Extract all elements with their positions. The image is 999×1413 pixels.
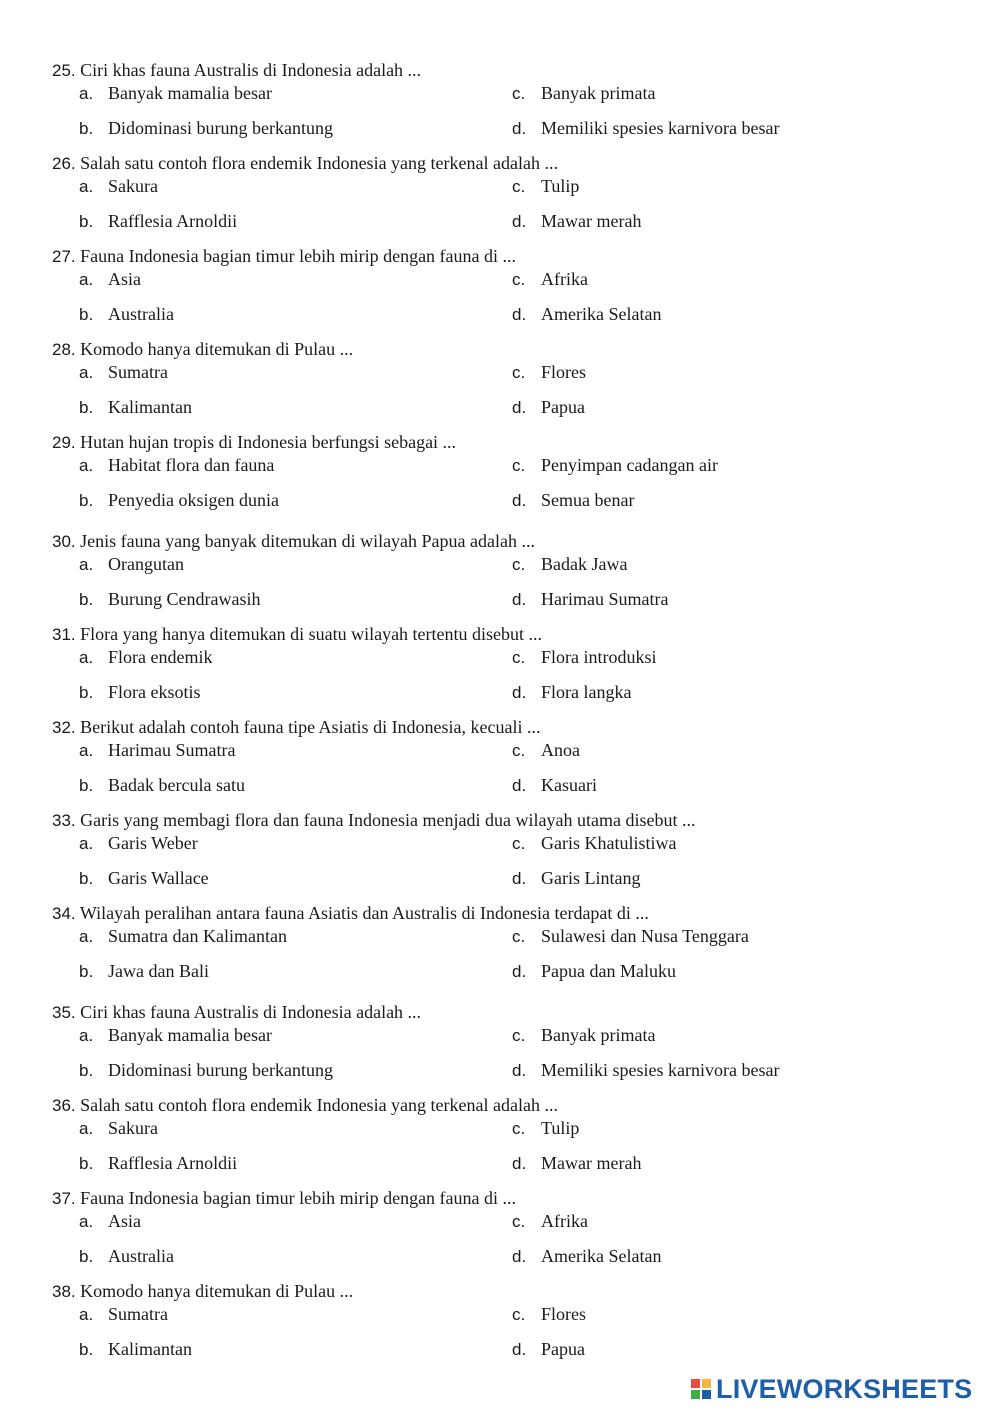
answer-option-b[interactable] [79, 1338, 192, 1361]
option-letter: c. [512, 270, 526, 289]
answer-option-b[interactable] [79, 1245, 174, 1268]
option-text: Semua benar [541, 490, 635, 510]
question-number: 38. [52, 1282, 76, 1301]
option-text: Flora eksotis [108, 682, 201, 702]
answer-option-c[interactable] [512, 268, 588, 291]
answer-option-b[interactable] [79, 588, 260, 611]
answer-option-b[interactable] [79, 1152, 237, 1175]
question-stem [52, 431, 456, 454]
option-letter: b. [79, 398, 94, 417]
logo-text: LIVEWORKSHEETS [716, 1373, 973, 1404]
question-stem [52, 530, 535, 553]
option-letter: d. [512, 590, 527, 609]
question-number: 30. [52, 532, 76, 551]
answer-option-a[interactable] [79, 925, 287, 948]
question-text: Garis yang membagi flora dan fauna Indonesia menjadi dua wilayah utama disebut ... [80, 810, 696, 830]
question-number: 37. [52, 1189, 76, 1208]
option-text: Orangutan [108, 554, 184, 574]
option-text: Flores [541, 362, 586, 382]
option-text: Amerika Selatan [541, 304, 662, 324]
option-text: Flora introduksi [541, 647, 657, 667]
option-letter: b. [79, 491, 94, 510]
option-text: Tulip [541, 1118, 580, 1138]
question-number: 25. [52, 61, 76, 80]
answer-option-a[interactable] [79, 175, 158, 198]
option-text: Flores [541, 1304, 586, 1324]
answer-option-c[interactable] [512, 1024, 655, 1047]
question-text: Komodo hanya ditemukan di Pulau ... [80, 339, 354, 359]
question-text: Hutan hujan tropis di Indonesia berfungsi sebagai ... [80, 432, 457, 452]
option-letter: c. [512, 741, 526, 760]
answer-option-d[interactable] [512, 303, 661, 326]
answer-option-c[interactable] [512, 361, 586, 384]
answer-option-c[interactable] [512, 1210, 588, 1233]
question-text: Ciri khas fauna Australis di Indonesia adalah ... [80, 1002, 422, 1022]
option-text: Rafflesia Arnoldii [108, 211, 238, 231]
option-letter: d. [512, 1154, 527, 1173]
option-letter: b. [79, 590, 94, 609]
question-text: Berikut adalah contoh fauna tipe Asiatis di Indonesia, kecuali ... [80, 717, 541, 737]
option-text: Banyak mamalia besar [108, 83, 272, 103]
option-text: Sumatra [108, 362, 168, 382]
option-text: Sumatra [108, 1304, 168, 1324]
question-block [52, 245, 952, 325]
option-letter: c. [512, 1212, 526, 1231]
answer-option-b[interactable] [79, 867, 209, 890]
question-block [52, 809, 952, 889]
answer-option-d[interactable] [512, 1152, 641, 1175]
answer-option-b[interactable] [79, 1059, 333, 1082]
option-letter: d. [512, 683, 527, 702]
question-number: 31. [52, 625, 76, 644]
option-letter: a. [79, 648, 94, 667]
option-letter: d. [512, 491, 527, 510]
answer-option-b[interactable] [79, 960, 209, 983]
answer-option-a[interactable] [79, 454, 274, 477]
option-letter: c. [512, 84, 526, 103]
answer-option-b[interactable] [79, 210, 237, 233]
option-text: Burung Cendrawasih [108, 589, 261, 609]
question-block [52, 530, 952, 610]
answer-option-c[interactable] [512, 1117, 579, 1140]
option-letter: c. [512, 1305, 526, 1324]
option-letter: d. [512, 1247, 527, 1266]
option-text: Tulip [541, 176, 580, 196]
question-number: 33. [52, 811, 76, 830]
option-letter: d. [512, 962, 527, 981]
answer-option-c[interactable] [512, 925, 749, 948]
question-stem [52, 809, 695, 832]
option-letter: b. [79, 1061, 94, 1080]
question-text: Salah satu contoh flora endemik Indonesia yang terkenal adalah ... [80, 153, 558, 173]
option-text: Sulawesi dan Nusa Tenggara [541, 926, 749, 946]
answer-option-d[interactable] [512, 1059, 779, 1082]
answer-option-d[interactable] [512, 588, 668, 611]
option-text: Harimau Sumatra [108, 740, 236, 760]
question-block [52, 59, 952, 139]
answer-option-d[interactable] [512, 867, 640, 890]
option-letter: a. [79, 555, 94, 574]
answer-option-c[interactable] [512, 175, 579, 198]
question-block [52, 152, 952, 232]
option-letter: d. [512, 212, 527, 231]
option-text: Memiliki spesies karnivora besar [541, 1060, 780, 1080]
option-letter: a. [79, 270, 94, 289]
question-stem [52, 1001, 421, 1024]
option-text: Afrika [541, 1211, 588, 1231]
answer-option-d[interactable] [512, 396, 585, 419]
question-text: Salah satu contoh flora endemik Indonesia yang terkenal adalah ... [80, 1095, 558, 1115]
question-block [52, 431, 952, 511]
option-letter: b. [79, 305, 94, 324]
option-letter: a. [79, 927, 94, 946]
option-letter: b. [79, 1340, 94, 1359]
answer-option-c[interactable] [512, 739, 580, 762]
answer-option-b[interactable] [79, 117, 333, 140]
question-text: Flora yang hanya ditemukan di suatu wilayah tertentu disebut ... [80, 624, 543, 644]
option-text: Flora langka [541, 682, 632, 702]
option-text: Didominasi burung berkantung [108, 118, 333, 138]
answer-option-a[interactable] [79, 361, 168, 384]
answer-option-b[interactable] [79, 396, 192, 419]
answer-option-b[interactable] [79, 681, 201, 704]
answer-option-d[interactable] [512, 774, 597, 797]
logo-square-green [690, 1389, 701, 1400]
question-stem [52, 902, 649, 925]
answer-option-a[interactable] [79, 268, 141, 291]
answer-option-d[interactable] [512, 210, 641, 233]
question-number: 34. [52, 904, 76, 923]
option-text: Penyedia oksigen dunia [108, 490, 279, 510]
answer-option-c[interactable] [512, 553, 627, 576]
question-stem [52, 245, 516, 268]
option-letter: d. [512, 1061, 527, 1080]
answer-option-b[interactable] [79, 774, 245, 797]
answer-option-a[interactable] [79, 553, 184, 576]
option-text: Badak Jawa [541, 554, 628, 574]
question-block [52, 1001, 952, 1081]
question-block [52, 1280, 952, 1360]
option-letter: a. [79, 456, 94, 475]
option-text: Banyak primata [541, 1025, 656, 1045]
option-text: Kasuari [541, 775, 597, 795]
question-text: Fauna Indonesia bagian timur lebih mirip dengan fauna di ... [80, 1188, 517, 1208]
question-stem [52, 1280, 353, 1303]
option-text: Jawa dan Bali [108, 961, 209, 981]
option-letter: d. [512, 398, 527, 417]
option-letter: c. [512, 648, 526, 667]
answer-option-a[interactable] [79, 646, 212, 669]
question-number: 28. [52, 340, 76, 359]
option-text: Kalimantan [108, 397, 192, 417]
option-letter: a. [79, 363, 94, 382]
question-text: Jenis fauna yang banyak ditemukan di wilayah Papua adalah ... [80, 531, 536, 551]
answer-option-c[interactable] [512, 1303, 586, 1326]
question-stem [52, 716, 541, 739]
question-stem [52, 1187, 516, 1210]
question-block [52, 623, 952, 703]
question-number: 32. [52, 718, 76, 737]
option-letter: c. [512, 177, 526, 196]
option-letter: c. [512, 1119, 526, 1138]
option-text: Sumatra dan Kalimantan [108, 926, 287, 946]
option-letter: a. [79, 741, 94, 760]
question-text: Fauna Indonesia bagian timur lebih mirip dengan fauna di ... [80, 246, 517, 266]
option-text: Garis Weber [108, 833, 198, 853]
option-letter: a. [79, 1305, 94, 1324]
option-text: Mawar merah [541, 211, 642, 231]
option-letter: d. [512, 305, 527, 324]
answer-option-a[interactable] [79, 1210, 141, 1233]
option-text: Papua [541, 397, 585, 417]
logo-square-red [690, 1378, 701, 1389]
option-letter: a. [79, 1026, 94, 1045]
option-text: Garis Khatulistiwa [541, 833, 677, 853]
option-text: Kalimantan [108, 1339, 192, 1359]
question-stem [52, 59, 421, 82]
liveworksheets-logo[interactable] [690, 1374, 972, 1404]
option-text: Sakura [108, 1118, 158, 1138]
answer-option-d[interactable] [512, 1338, 585, 1361]
question-stem [52, 338, 353, 361]
option-text: Amerika Selatan [541, 1246, 662, 1266]
option-text: Harimau Sumatra [541, 589, 669, 609]
option-text: Penyimpan cadangan air [541, 455, 718, 475]
question-number: 35. [52, 1003, 76, 1022]
question-number: 26. [52, 154, 76, 173]
option-letter: d. [512, 1340, 527, 1359]
option-text: Sakura [108, 176, 158, 196]
answer-option-a[interactable] [79, 1024, 272, 1047]
option-text: Australia [108, 1246, 174, 1266]
answer-option-c[interactable] [512, 82, 655, 105]
option-letter: b. [79, 962, 94, 981]
question-block [52, 1187, 952, 1267]
option-text: Asia [108, 1211, 141, 1231]
question-block [52, 902, 952, 982]
option-text: Australia [108, 304, 174, 324]
question-number: 29. [52, 433, 76, 452]
option-text: Asia [108, 269, 141, 289]
option-letter: b. [79, 776, 94, 795]
option-text: Flora endemik [108, 647, 213, 667]
option-text: Papua [541, 1339, 585, 1359]
question-stem [52, 623, 542, 646]
answer-option-d[interactable] [512, 681, 631, 704]
answer-option-a[interactable] [79, 739, 235, 762]
option-letter: b. [79, 1154, 94, 1173]
option-text: Didominasi burung berkantung [108, 1060, 333, 1080]
option-text: Garis Wallace [108, 868, 209, 888]
option-letter: c. [512, 1026, 526, 1045]
option-letter: a. [79, 177, 94, 196]
option-letter: c. [512, 555, 526, 574]
answer-option-b[interactable] [79, 303, 174, 326]
answer-option-a[interactable] [79, 1303, 168, 1326]
question-block [52, 1094, 952, 1174]
logo-square-yellow [701, 1378, 712, 1389]
option-text: Anoa [541, 740, 580, 760]
question-text: Komodo hanya ditemukan di Pulau ... [80, 1281, 354, 1301]
answer-option-d[interactable] [512, 1245, 661, 1268]
option-text: Afrika [541, 269, 588, 289]
option-text: Rafflesia Arnoldii [108, 1153, 238, 1173]
option-text: Memiliki spesies karnivora besar [541, 118, 780, 138]
option-letter: a. [79, 834, 94, 853]
option-letter: a. [79, 84, 94, 103]
answer-option-b[interactable] [79, 489, 279, 512]
option-letter: d. [512, 776, 527, 795]
answer-option-d[interactable] [512, 489, 634, 512]
option-letter: c. [512, 456, 526, 475]
answer-option-d[interactable] [512, 960, 676, 983]
answer-option-d[interactable] [512, 117, 779, 140]
answer-option-a[interactable] [79, 832, 198, 855]
option-letter: c. [512, 834, 526, 853]
option-text: Habitat flora dan fauna [108, 455, 275, 475]
question-block [52, 716, 952, 796]
question-text: Wilayah peralihan antara fauna Asiatis dan Australis di Indonesia terdapat di ... [79, 903, 649, 923]
answer-option-a[interactable] [79, 1117, 158, 1140]
option-letter: a. [79, 1212, 94, 1231]
logo-square-blue [701, 1389, 712, 1400]
option-text: Badak bercula satu [108, 775, 245, 795]
option-letter: c. [512, 363, 526, 382]
option-letter: b. [79, 1247, 94, 1266]
option-letter: c. [512, 927, 526, 946]
logo-grid-icon [690, 1378, 712, 1400]
option-letter: b. [79, 212, 94, 231]
question-number: 27. [52, 247, 76, 266]
question-block [52, 338, 952, 418]
option-text: Banyak primata [541, 83, 656, 103]
answer-option-c[interactable] [512, 832, 676, 855]
answer-option-c[interactable] [512, 454, 718, 477]
answer-option-a[interactable] [79, 82, 272, 105]
option-text: Mawar merah [541, 1153, 642, 1173]
option-letter: a. [79, 1119, 94, 1138]
option-letter: b. [79, 869, 94, 888]
question-stem [52, 152, 558, 175]
option-letter: d. [512, 869, 527, 888]
question-stem [52, 1094, 558, 1117]
option-text: Banyak mamalia besar [108, 1025, 272, 1045]
answer-option-c[interactable] [512, 646, 657, 669]
question-number: 36. [52, 1096, 76, 1115]
option-letter: b. [79, 683, 94, 702]
option-text: Papua dan Maluku [541, 961, 676, 981]
question-text: Ciri khas fauna Australis di Indonesia adalah ... [80, 60, 422, 80]
option-letter: b. [79, 119, 94, 138]
option-text: Garis Lintang [541, 868, 641, 888]
option-letter: d. [512, 119, 527, 138]
